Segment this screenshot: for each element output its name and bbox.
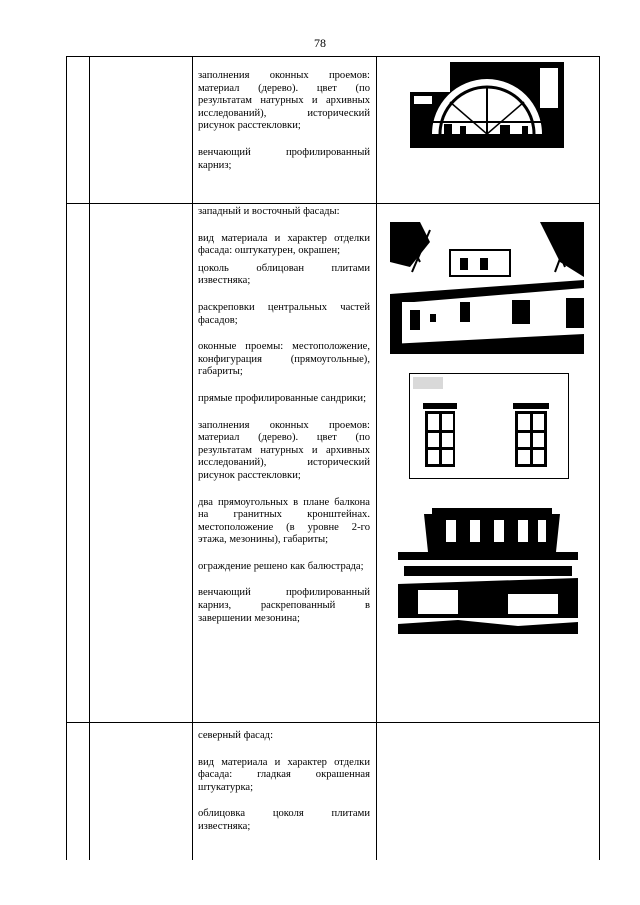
paragraph: вид материала и характер отделки фасада: гладкая окрашенная штукатурка; [198,756,370,793]
paragraph: заполнения оконных проемов: материал (дерево). цвет (по результатам натурных и архивных исследований), исторический рисунок расстекловки; [198,70,370,132]
paragraph: оконные проемы: местоположение, конфигурация (прямоугольные), габариты; [198,341,370,378]
balcony-photo-icon [398,494,578,634]
paragraph: вид материала и характер отделки фасада: оштукатурен, окрашен; [198,232,370,257]
paragraph: северный фасад: [198,730,274,741]
paragraph: прямые профилированные сандрики; [198,392,367,404]
paragraph: западный и восточный фасады: [198,206,340,217]
table-row [198,70,370,186]
windows-photo-icon [409,373,569,479]
paragraph: облицовка цоколя плитами известняка; [198,808,370,832]
page-number: 78 [314,36,326,50]
paragraph: заполнения оконных проемов: материал (дерево). цвет (по результатам натурных и архивных исследований), исторический рисунок расстекловки; [198,419,370,481]
paragraph: ограждение решено как балюстрада; [198,560,364,572]
building-facade-photo-icon [390,222,584,354]
table-row [198,730,370,848]
paragraph: цоколь облицован плитами известняка; [198,262,370,287]
paragraph: два прямоугольных в плане балкона на гранитных кронштейнах. местоположение (в уровне 2-го этажа, мезонины), габариты; [198,496,370,546]
table-row [198,206,370,639]
arched-window-photo-icon [410,62,564,148]
paragraph: венчающий профилированный карниз; [198,146,370,171]
paragraph: венчающий профилированный карниз, раскрепованный в завершении мезонина; [198,587,370,624]
paragraph: раскреповки центральных частей фасадов; [198,301,370,326]
